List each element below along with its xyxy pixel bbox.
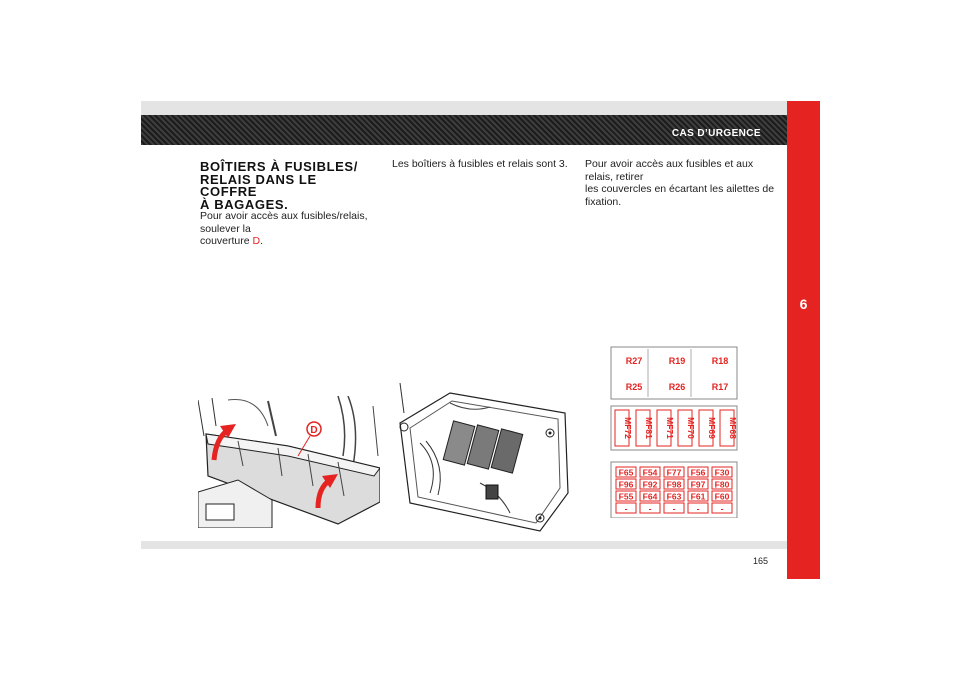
fuse-label: F80 [714, 479, 730, 490]
chapter-tab[interactable] [787, 101, 820, 579]
fuse-label: - [696, 503, 700, 514]
chapter-number: 6 [799, 296, 808, 312]
maxi-fuse-label: MF71 [665, 417, 675, 439]
fuse-label: - [720, 503, 724, 514]
fuse-label: F63 [666, 491, 682, 502]
fuse-label: F97 [690, 479, 706, 490]
fuse-label: F92 [642, 479, 658, 490]
relay-label: R26 [668, 382, 686, 392]
fuse-label: F56 [690, 467, 706, 478]
relay-label: R18 [711, 356, 729, 366]
section-heading [200, 161, 370, 211]
relay-label: R17 [711, 382, 729, 392]
heading-line: À BAGAGES. [200, 196, 289, 212]
callout-reference: D [252, 235, 261, 247]
fuse-boxes-illustration [390, 383, 573, 533]
relay-label: R19 [668, 356, 686, 366]
fuse-label: F64 [642, 491, 658, 502]
body-line: Pour avoir accès aux fusibles et aux relais, retirer [585, 158, 754, 183]
fuse-label: F54 [642, 467, 658, 478]
fuse-label: F55 [618, 491, 634, 502]
callout-label: D [310, 425, 318, 436]
relay-label: R25 [625, 382, 643, 392]
fuse-label: F77 [666, 467, 682, 478]
bottom-band [141, 541, 787, 549]
fuse-label: F60 [714, 491, 730, 502]
fuse-layout-svg [608, 346, 740, 518]
chapter-header [141, 115, 787, 145]
fuse-layout-diagram [608, 346, 740, 518]
col3-body [585, 158, 775, 208]
fuse-label: - [624, 503, 628, 514]
heading-line: RELAIS DANS LE COFFRE [200, 171, 317, 199]
maxi-fuse-label: MF69 [707, 417, 717, 439]
body-line: couverture D. [200, 235, 264, 247]
col1-body [200, 210, 375, 248]
fuse-label: F65 [618, 467, 634, 478]
fuse-label: F30 [714, 467, 730, 478]
fuse-label: F98 [666, 479, 682, 490]
figure-fuse-boxes [390, 383, 573, 533]
page-number: 165 [752, 556, 768, 566]
fuse-label: F96 [618, 479, 634, 490]
relay-label: R27 [625, 356, 643, 366]
trunk-cover-illustration [198, 396, 380, 528]
maxi-fuse-label: MF81 [644, 417, 654, 439]
maxi-fuse-label: MF72 [623, 417, 633, 439]
fuse-label: - [648, 503, 652, 514]
heading-line: BOÎTIERS À FUSIBLES/ [200, 159, 358, 174]
col2-body: Les boîtiers à fusibles et relais sont 3. [392, 158, 568, 170]
fuse-label: - [672, 503, 676, 514]
figure-trunk-cover [198, 396, 380, 528]
maxi-fuse-label: MF70 [686, 417, 696, 439]
body-line: les couvercles en écartant les ailettes de fixation. [585, 183, 775, 208]
fuse-label: F61 [690, 491, 706, 502]
maxi-fuse-label: MF68 [728, 417, 738, 439]
body-line: Pour avoir accès aux fusibles/relais, soulever la [200, 210, 368, 235]
chapter-title: CAS D’URGENCE [671, 128, 761, 139]
top-band [141, 101, 787, 115]
